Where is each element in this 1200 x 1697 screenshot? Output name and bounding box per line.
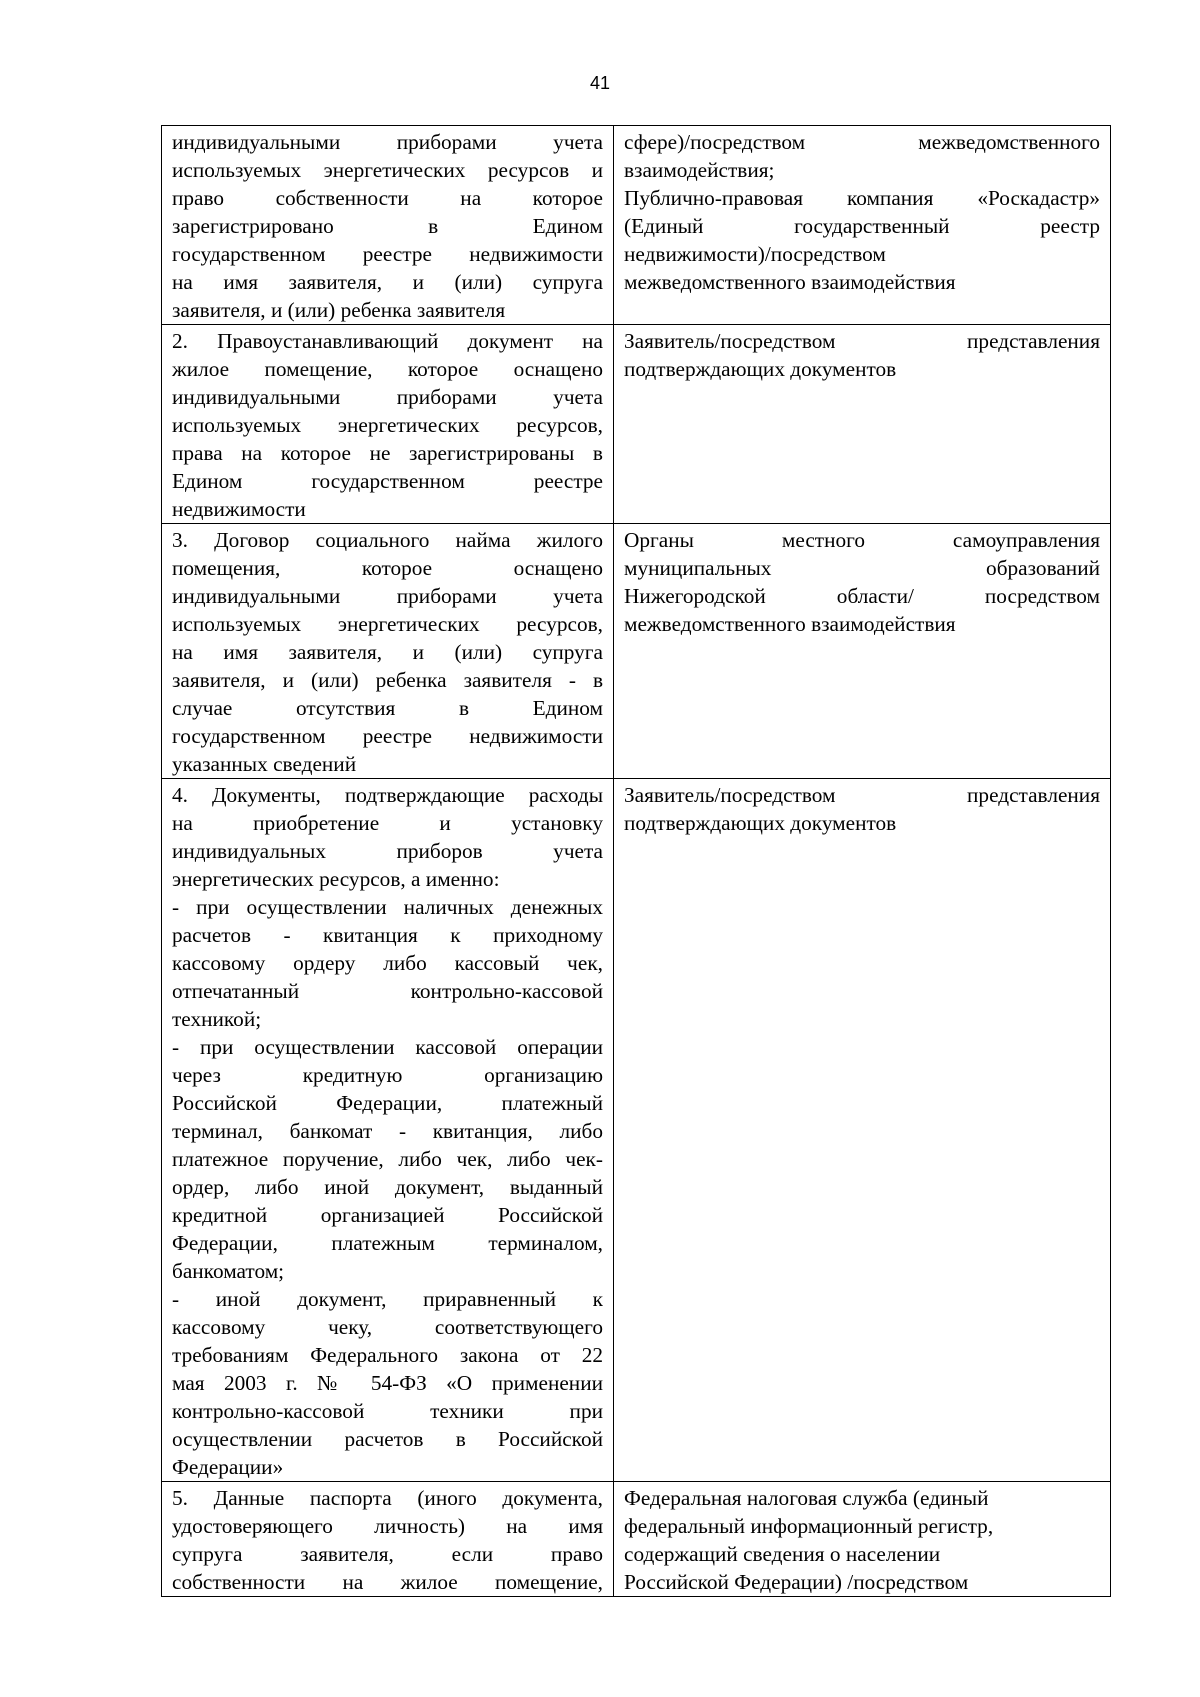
text-line: собственности на жилое помещение, [172,1570,603,1594]
text-line: Федерации» [172,1455,284,1479]
text-line: недвижимости [172,497,306,521]
text-line: используемых энергетических ресурсов, [172,413,603,437]
page-number: 41 [589,73,611,93]
text-line: Федерации, платежным терминалом, [172,1231,603,1255]
row-1-source-cell [614,126,1111,325]
row-4-document-cell [162,779,614,1482]
text-line: недвижимости)/посредством [624,242,886,266]
text-line: 5. Данные паспорта (иного документа, [172,1486,603,1510]
row-2-document-cell [162,325,614,524]
text-line: требованиям Федерального закона от 22 [172,1343,603,1367]
text-line: Российской Федерации, платежный [172,1091,603,1115]
text-line: - иной документ, приравненный к [172,1287,603,1311]
text-line: межведомственного взаимодействия [624,612,956,636]
text-line: право собственности на которое [172,186,603,210]
text-line: (Единый государственный реестр [624,214,1100,238]
table-row [162,325,1111,524]
text-line: Заявитель/посредством представления [624,783,1100,807]
text-line: отпечатанный контрольно-кассовой [172,979,603,1003]
text-line: федеральный информационный регистр, [624,1514,994,1538]
text-line: - при осуществлении кассовой операции [172,1035,603,1059]
row-1-document-cell [162,126,614,325]
text-line: кассовому ордеру либо кассовый чек, [172,951,603,975]
text-line: содержащий сведения о населении [624,1542,941,1566]
text-line: техникой; [172,1007,262,1031]
text-line: права на которое не зарегистрированы в [172,441,603,465]
row-5-source-cell [614,1482,1111,1597]
text-line: зарегистрировано в Едином [172,214,603,238]
table-row [162,524,1111,779]
text-line: 3. Договор социального найма жилого [172,528,603,552]
text-line: банкоматом; [172,1259,285,1283]
text-line: индивидуальными приборами учета [172,130,603,154]
text-line: на имя заявителя, и (или) супруга [172,640,603,664]
text-line: межведомственного взаимодействия [624,270,956,294]
text-line: супруга заявителя, если право [172,1542,603,1566]
text-line: 2. Правоустанавливающий документ на [172,329,603,353]
text-line: осуществлении расчетов в Российской [172,1427,603,1451]
table-row [162,779,1111,1482]
text-line: помещения, которое оснащено [172,556,603,580]
text-line: ордер, либо иной документ, выданный [172,1175,603,1199]
text-line: указанных сведений [172,752,357,776]
text-line: кассовому чеку, соответствующего [172,1315,603,1339]
row-3-source-cell [614,524,1111,779]
table-row [162,1482,1111,1597]
text-line: государственном реестре недвижимости [172,242,603,266]
text-line: Публично-правовая компания «Роскадастр» [624,186,1100,210]
text-line: используемых энергетических ресурсов, [172,612,603,636]
text-line: взаимодействия; [624,158,775,182]
text-line: Нижегородской области/ посредством [624,584,1100,608]
text-line: расчетов - квитанция к приходному [172,923,603,947]
text-line: Заявитель/посредством представления [624,329,1100,353]
text-line: подтверждающих документов [624,811,897,835]
text-line: Российской Федерации) /посредством [624,1570,969,1594]
text-line: Органы местного самоуправления [624,528,1100,552]
text-line: энергетических ресурсов, а именно: [172,867,500,891]
row-5-document-cell [162,1482,614,1597]
text-line: сфере)/посредством межведомственного [624,130,1100,154]
row-2-source-cell [614,325,1111,524]
text-line: случае отсутствия в Едином [172,696,603,720]
text-line: муниципальных образований [624,556,1100,580]
text-line: на имя заявителя, и (или) супруга [172,270,603,294]
text-line: Федеральная налоговая служба (единый [624,1486,989,1510]
text-line: индивидуальными приборами учета [172,385,603,409]
text-line: индивидуальных приборов учета [172,839,603,863]
text-line: через кредитную организацию [172,1063,603,1087]
text-line: используемых энергетических ресурсов и [172,158,603,182]
text-line: подтверждающих документов [624,357,897,381]
text-line: заявителя, и (или) ребенка заявителя [172,298,506,322]
table-row [162,126,1111,325]
text-line: платежное поручение, либо чек, либо чек- [172,1147,603,1171]
text-line: жилое помещение, которое оснащено [172,357,603,381]
text-line: контрольно-кассовой техники при [172,1399,603,1423]
row-3-document-cell [162,524,614,779]
text-line: терминал, банкомат - квитанция, либо [172,1119,603,1143]
text-line: государственном реестре недвижимости [172,724,603,748]
text-line: Едином государственном реестре [172,469,603,493]
text-line: кредитной организацией Российской [172,1203,603,1227]
text-line: мая 2003 г. № 54-ФЗ «О применении [172,1371,603,1395]
text-line: 4. Документы, подтверждающие расходы [172,783,603,807]
text-line: удостоверяющего личность) на имя [172,1514,603,1538]
documents-table [161,125,1111,1597]
text-line: заявителя, и (или) ребенка заявителя - в [172,668,603,692]
text-line: - при осуществлении наличных денежных [172,895,603,919]
text-line: индивидуальными приборами учета [172,584,603,608]
row-4-source-cell [614,779,1111,1482]
text-line: на приобретение и установку [172,811,603,835]
